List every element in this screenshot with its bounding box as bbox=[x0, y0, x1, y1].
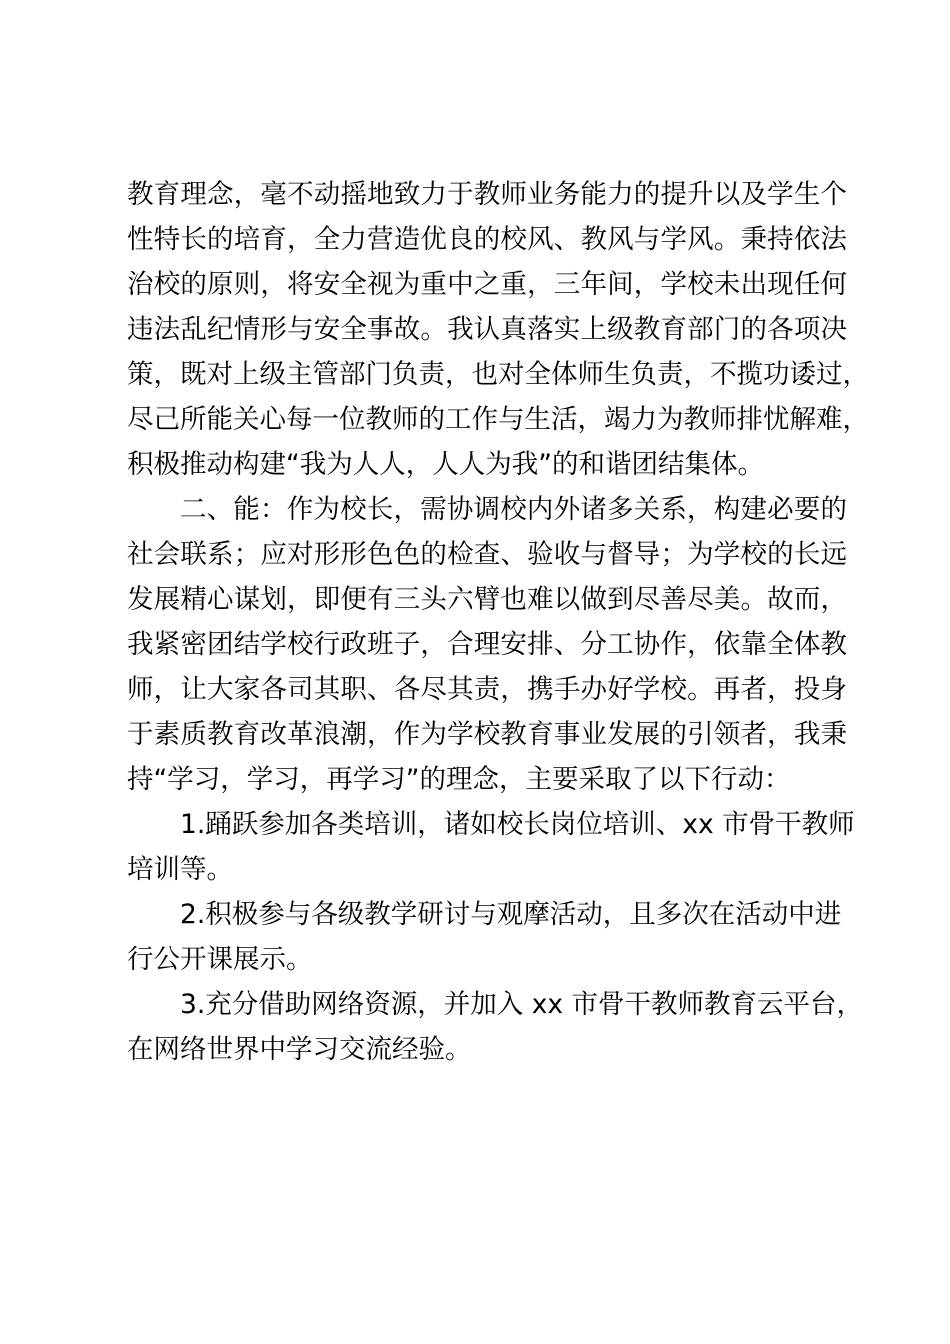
text-line: 行公开课展示。 bbox=[127, 944, 313, 975]
text-line: 于素质教育改革浪潮，作为学校教育事业发展的引领者，我秉 bbox=[127, 719, 847, 750]
list-item-1: 1.踊跃参加各类培训，诸如校长岗位培训、xx 市骨干教师 bbox=[180, 809, 855, 840]
text-line: 策，既对上级主管部门负责，也对全体师生负责，不揽功诿过， bbox=[127, 359, 869, 390]
list-item-2: 2.积极参与各级教学研讨与观摩活动，且多次在活动中进 bbox=[180, 899, 842, 930]
text-line: 发展精心谋划，即便有三头六臂也难以做到尽善尽美。故而， bbox=[127, 584, 847, 615]
text-line: 治校的原则，将安全视为重中之重，三年间，学校未出现任何 bbox=[127, 269, 847, 300]
text-line: 教育理念，毫不动摇地致力于教师业务能力的提升以及学生个 bbox=[127, 179, 847, 210]
text-line: 培训等。 bbox=[127, 854, 233, 885]
text-line: 我紧密团结学校行政班子，合理安排、分工协作，依靠全体教 bbox=[127, 629, 847, 660]
text-line: 在网络世界中学习交流经验。 bbox=[127, 1034, 472, 1065]
paragraph-first-line: 二、能：作为校长，需协调校内外诸多关系，构建必要的 bbox=[180, 494, 847, 525]
text-line: 师，让大家各司其职、各尽其责，携手办好学校。再者，投身 bbox=[127, 674, 847, 705]
text-line: 积极推动构建“我为人人，人人为我”的和谐团结集体。 bbox=[127, 449, 764, 480]
text-line: 性特长的培育，全力营造优良的校风、教风与学风。秉持依法 bbox=[127, 224, 847, 255]
text-line: 社会联系；应对形形色色的检查、验收与督导；为学校的长远 bbox=[127, 539, 847, 570]
text-line: 违法乱纪情形与安全事故。我认真落实上级教育部门的各项决 bbox=[127, 314, 847, 345]
text-line: 尽己所能关心每一位教师的工作与生活，竭力为教师排忧解难， bbox=[127, 404, 869, 435]
text-line: 持“学习，学习，再学习”的理念，主要采取了以下行动： bbox=[127, 764, 791, 795]
list-item-3: 3.充分借助网络资源，并加入 xx 市骨干教师教育云平台， bbox=[180, 989, 863, 1020]
